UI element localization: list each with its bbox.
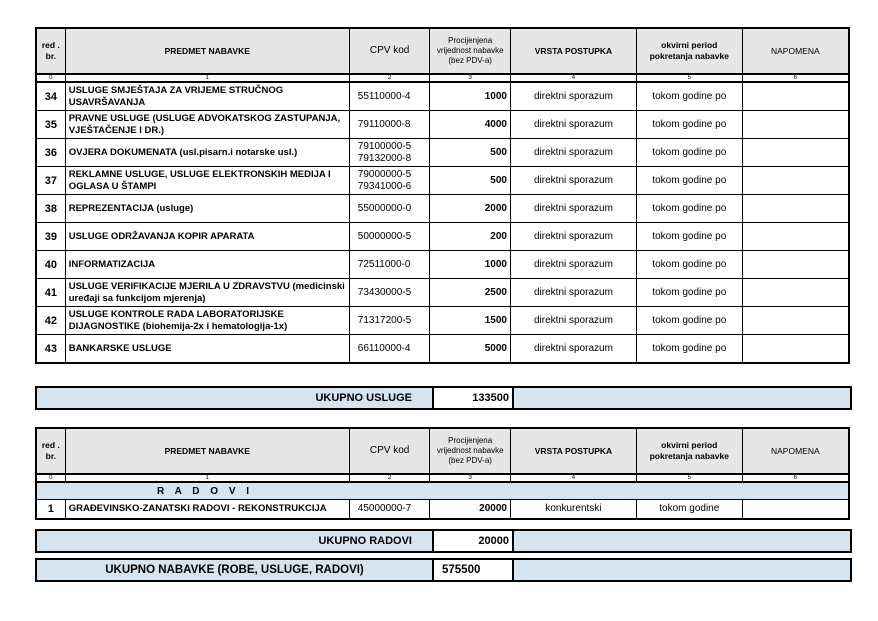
- row-period: [636, 195, 742, 223]
- row-number: 39: [36, 223, 65, 251]
- row-procedure: direktni sporazum: [510, 195, 636, 223]
- row-period-text: tokom godine po: [652, 203, 727, 214]
- row-cpv: 73430000-5: [349, 279, 430, 307]
- row-note: [742, 279, 849, 307]
- table-row: [36, 82, 849, 111]
- table-header: [36, 428, 849, 474]
- row-subject: USLUGE SMJEŠTAJA ZA VRIJEME STRUČNOG USAVRŠAVANJA: [65, 82, 349, 111]
- col-cpv-header: CPV kod: [349, 428, 430, 474]
- row-procedure: direktni sporazum: [510, 139, 636, 167]
- col-period-header: okvirni period pokretanja nabavke: [636, 28, 742, 74]
- column-index-row: [36, 74, 849, 82]
- row-period: [636, 251, 742, 279]
- works-total-value: 20000: [433, 530, 513, 552]
- row-note: [742, 82, 849, 111]
- row-subject: USLUGE ODRŽAVANJA KOPIR APARATA: [65, 223, 349, 251]
- grand-total-filler: [513, 559, 851, 581]
- row-value: 4000: [430, 111, 511, 139]
- row-cpv: 72511000-0: [349, 251, 430, 279]
- row-number: 35: [36, 111, 65, 139]
- col-value-header: Procijenjena vrijednost nabavke (bez PDV-a): [430, 28, 511, 74]
- row-procedure: direktni sporazum: [510, 251, 636, 279]
- row-value: 1500: [430, 307, 511, 335]
- row-cpv: 55110000-4: [349, 82, 430, 111]
- services-table: [35, 27, 850, 364]
- row-period-text: tokom godine po: [652, 231, 727, 242]
- row-period-text: tokom godine: [659, 503, 720, 514]
- row-subject: USLUGE KONTROLE RADA LABORATORIJSKE DIJAGNOSTIKE (biohemija-2x i hematologija-1x): [65, 307, 349, 335]
- row-period: [636, 279, 742, 307]
- table-row: [36, 223, 849, 251]
- table-header: [36, 28, 849, 74]
- row-value: 1000: [430, 251, 511, 279]
- row-number: 36: [36, 139, 65, 167]
- row-period: [636, 223, 742, 251]
- services-total: [35, 386, 852, 410]
- services-total-filler: [513, 387, 851, 409]
- row-note: [742, 251, 849, 279]
- col-cpv-header: CPV kod: [349, 28, 430, 74]
- works-total-filler: [513, 530, 851, 552]
- works-body: [36, 500, 849, 520]
- idx-cell: 3: [430, 474, 511, 482]
- row-number: 40: [36, 251, 65, 279]
- row-period-text: tokom godine po: [652, 147, 727, 158]
- row-subject: OVJERA DOKUMENATA (usl.pisarn.i notarske usl.): [65, 139, 349, 167]
- row-cpv: 79000000-5 79341000-6: [349, 167, 430, 195]
- col-procedure-header: VRSTA POSTUPKA: [510, 28, 636, 74]
- row-subject: INFORMATIZACIJA: [65, 251, 349, 279]
- row-procedure: direktni sporazum: [510, 167, 636, 195]
- row-cpv: 79110000-8: [349, 111, 430, 139]
- works-total: [35, 529, 852, 553]
- services-body: [36, 82, 849, 363]
- column-index-row: [36, 474, 849, 482]
- row-period-text: tokom godine po: [652, 91, 727, 102]
- table-row: [36, 139, 849, 167]
- table-row: [36, 167, 849, 195]
- works-section-label: R A D O V I: [36, 482, 849, 500]
- row-note: [742, 500, 849, 520]
- row-note: [742, 307, 849, 335]
- row-number: 41: [36, 279, 65, 307]
- row-subject: PRAVNE USLUGE (USLUGE ADVOKATSKOG ZASTUPANJA, VJEŠTAČENJE I DR.): [65, 111, 349, 139]
- row-procedure: direktni sporazum: [510, 335, 636, 364]
- table-row: [36, 335, 849, 364]
- row-cpv: 71317200-5: [349, 307, 430, 335]
- row-value: 1000: [430, 82, 511, 111]
- idx-cell: 2: [349, 474, 430, 482]
- idx-cell: 5: [636, 474, 742, 482]
- row-cpv: 45000000-7: [349, 500, 430, 520]
- table-row: [36, 111, 849, 139]
- col-subject-header: PREDMET NABAVKE: [65, 28, 349, 74]
- idx-cell: 5: [636, 74, 742, 82]
- table-row: [36, 251, 849, 279]
- services-total-value: 133500: [433, 387, 513, 409]
- col-no-header: red . br.: [36, 428, 65, 474]
- row-value: 5000: [430, 335, 511, 364]
- row-period: [636, 500, 742, 520]
- row-subject: REKLAMNE USLUGE, USLUGE ELEKTRONSKIH MEDIJA I OGLASA U ŠTAMPI: [65, 167, 349, 195]
- row-number: 34: [36, 82, 65, 111]
- row-value: 500: [430, 167, 511, 195]
- row-procedure: direktni sporazum: [510, 111, 636, 139]
- row-number: 43: [36, 335, 65, 364]
- row-number: 42: [36, 307, 65, 335]
- col-subject-header: PREDMET NABAVKE: [65, 428, 349, 474]
- idx-cell: 1: [65, 474, 349, 482]
- row-procedure: direktni sporazum: [510, 82, 636, 111]
- row-period: [636, 307, 742, 335]
- idx-cell: 4: [510, 474, 636, 482]
- row-value: 2000: [430, 195, 511, 223]
- row-period: [636, 139, 742, 167]
- table-row: [36, 279, 849, 307]
- row-value: 2500: [430, 279, 511, 307]
- works-table: [35, 427, 850, 520]
- row-value: 20000: [430, 500, 511, 520]
- row-value: 500: [430, 139, 511, 167]
- row-procedure: direktni sporazum: [510, 223, 636, 251]
- row-cpv: 50000000-5: [349, 223, 430, 251]
- row-cpv: 55000000-0: [349, 195, 430, 223]
- row-period-text: tokom godine po: [652, 343, 727, 354]
- row-number: 37: [36, 167, 65, 195]
- idx-cell: 0: [36, 474, 65, 482]
- row-period-text: tokom godine po: [652, 175, 727, 186]
- idx-cell: 4: [510, 74, 636, 82]
- idx-cell: 2: [349, 74, 430, 82]
- idx-cell: 6: [742, 74, 849, 82]
- row-number: 38: [36, 195, 65, 223]
- row-cpv: 66110000-4: [349, 335, 430, 364]
- idx-cell: 3: [430, 74, 511, 82]
- row-note: [742, 335, 849, 364]
- col-procedure-header: VRSTA POSTUPKA: [510, 428, 636, 474]
- grand-total-label: UKUPNO NABAVKE (ROBE, USLUGE, RADOVI): [36, 559, 433, 581]
- table-row: [36, 500, 849, 520]
- col-value-header: Procijenjena vrijednost nabavke (bez PDV-a): [430, 428, 511, 474]
- row-period-text: tokom godine po: [652, 315, 727, 326]
- row-value: 200: [430, 223, 511, 251]
- idx-cell: 0: [36, 74, 65, 82]
- row-period: [636, 111, 742, 139]
- row-note: [742, 139, 849, 167]
- grand-total: [35, 558, 852, 582]
- row-note: [742, 111, 849, 139]
- row-procedure: konkurentski: [510, 500, 636, 520]
- row-period-text: tokom godine po: [652, 259, 727, 270]
- col-note-header: NAPOMENA: [742, 28, 849, 74]
- idx-cell: 1: [65, 74, 349, 82]
- works-total-label: UKUPNO RADOVI: [36, 530, 433, 552]
- row-note: [742, 223, 849, 251]
- row-period-text: tokom godine po: [652, 287, 727, 298]
- row-procedure: direktni sporazum: [510, 279, 636, 307]
- row-period: [636, 335, 742, 364]
- row-subject: USLUGE VERIFIKACIJE MJERILA U ZDRAVSTVU (medicinski uređaji sa funkcijom mjerenja): [65, 279, 349, 307]
- row-cpv: 79100000-5 79132000-8: [349, 139, 430, 167]
- row-subject: BANKARSKE USLUGE: [65, 335, 349, 364]
- services-total-label: UKUPNO USLUGE: [36, 387, 433, 409]
- col-period-header: okvirni period pokretanja nabavke: [636, 428, 742, 474]
- row-subject: GRAĐEVINSKO-ZANATSKI RADOVI - REKONSTRUKCIJA: [65, 500, 349, 520]
- row-period-text: tokom godine po: [652, 119, 727, 130]
- idx-cell: 6: [742, 474, 849, 482]
- row-note: [742, 167, 849, 195]
- row-period: [636, 82, 742, 111]
- grand-total-value: 575500: [433, 559, 513, 581]
- table-row: [36, 307, 849, 335]
- row-procedure: direktni sporazum: [510, 307, 636, 335]
- col-note-header: NAPOMENA: [742, 428, 849, 474]
- table-row: [36, 195, 849, 223]
- row-number: 1: [36, 500, 65, 520]
- row-subject: REPREZENTACIJA (usluge): [65, 195, 349, 223]
- row-note: [742, 195, 849, 223]
- col-no-header: red . br.: [36, 28, 65, 74]
- row-period: [636, 167, 742, 195]
- works-section-row: [36, 482, 849, 500]
